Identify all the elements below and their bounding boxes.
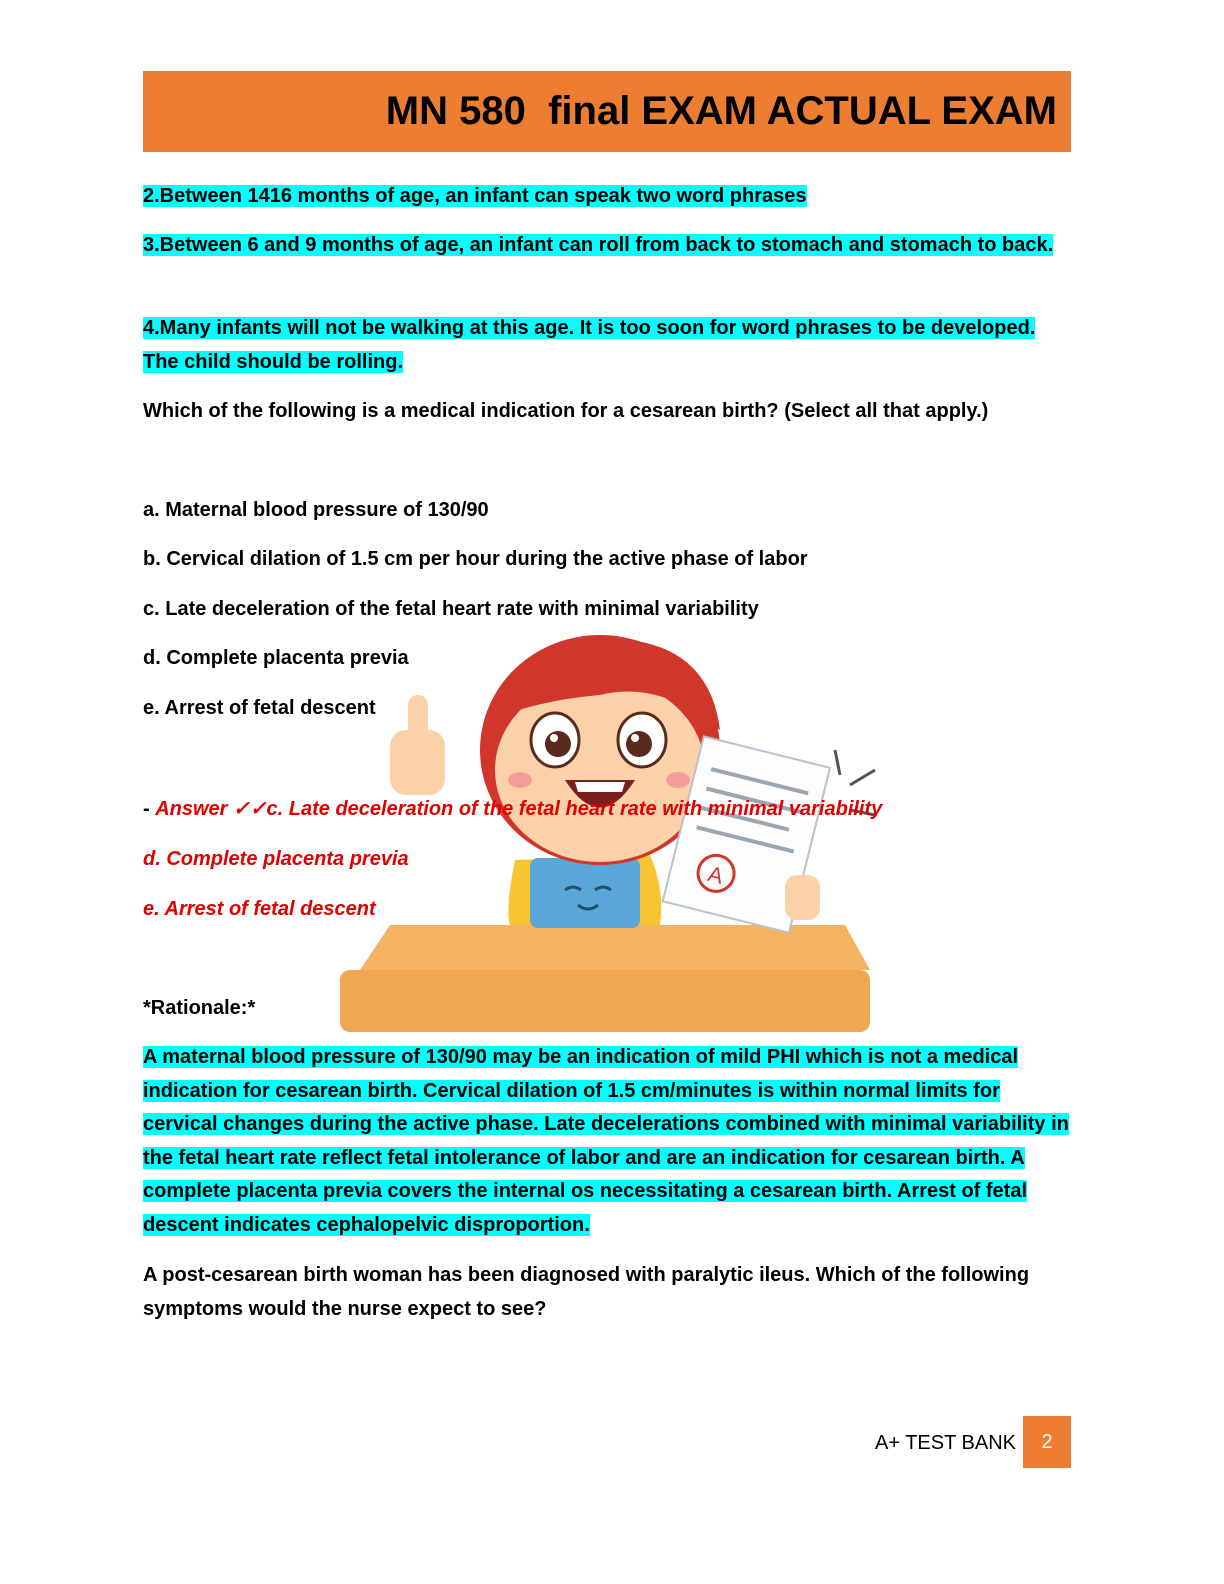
option-b: b. Cervical dilation of 1.5 cm per hour during the active phase of labor bbox=[143, 548, 808, 570]
answer-line-4: 4.Many infants will not be walking at this age. It is too soon for word phrases to be developed. The child should be rolling. bbox=[143, 317, 1036, 373]
document-title: MN 580 final EXAM ACTUAL EXAM bbox=[385, 89, 1057, 133]
next-question-text: A post-cesarean birth woman has been diagnosed with paralytic ileus. Which of the following symptoms would the nurse expect to see? bbox=[143, 1264, 1030, 1320]
answer-line-d: d. Complete placenta previa bbox=[143, 848, 409, 870]
footer-label: A+ TEST BANK bbox=[875, 1432, 1016, 1454]
answer-line-e: e. Arrest of fetal descent bbox=[143, 898, 376, 920]
option-e: e. Arrest of fetal descent bbox=[143, 697, 376, 719]
header-bar bbox=[143, 71, 1071, 152]
answer-line-2: 2.Between 1416 months of age, an infant can speak two word phrases bbox=[143, 185, 807, 207]
question-text: Which of the following is a medical indication for a cesarean birth? (Select all that apply.) bbox=[143, 400, 989, 422]
page-number: 2 bbox=[1023, 1416, 1071, 1468]
option-d: d. Complete placenta previa bbox=[143, 647, 409, 669]
answer-dash: - bbox=[143, 798, 156, 820]
option-a: a. Maternal blood pressure of 130/90 bbox=[143, 499, 489, 521]
answer-text: Answer ✓✓c. Late deceleration of the fetal heart rate with minimal variability bbox=[155, 798, 883, 820]
grade-letter: A bbox=[705, 860, 726, 889]
rationale-label: *Rationale:* bbox=[143, 997, 256, 1019]
rationale-text: A maternal blood pressure of 130/90 may be an indication of mild PHI which is not a medical indication for cesarean birth. Cervical dilation of 1.5 cm/minutes is within normal limits for cervical changes during the active phase. Late decelerations combined with minimal variability in the fetal heart rate reflect fetal intolerance of labor and are an indication for cesarean birth. A complete placenta previa covers the internal os necessitating a cesarean birth. Arrest of fetal descent indicates cephalopelvic disproportion. bbox=[143, 1046, 1069, 1236]
answer-line bbox=[143, 793, 1073, 827]
option-c: c. Late deceleration of the fetal heart rate with minimal variability bbox=[143, 598, 759, 620]
answer-line-3: 3.Between 6 and 9 months of age, an infant can roll from back to stomach and stomach to back. bbox=[143, 234, 1054, 256]
